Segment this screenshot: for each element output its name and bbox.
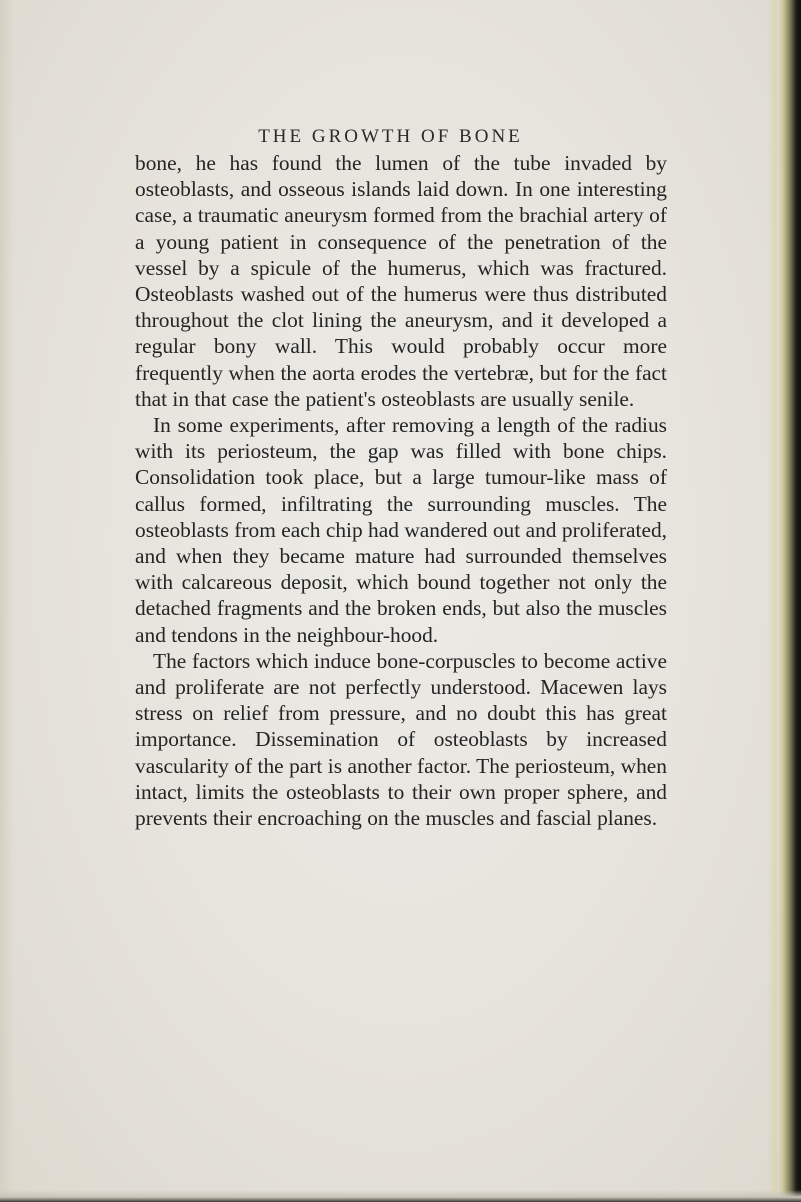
page-right-edge-tint <box>767 0 777 1202</box>
paragraph: bone, he has found the lumen of the tube invaded by osteoblasts, and osseous islands laid down. In one interesting case, a traumatic aneurysm formed from the brachial artery of a young patient in consequence of the penetration of the vessel by a spicule of the humerus, which was fractured. Osteoblasts washed out of the humerus were thus distributed throughout the clot lining the aneurysm, and it developed a regular bony wall. This would probably occur more frequently when the aorta erodes the vertebræ, but for the fact that in that case the patient's osteoblasts are usually senile. <box>135 151 667 411</box>
page-right-edge <box>777 0 801 1202</box>
body-text <box>135 150 667 831</box>
page-left-edge <box>0 0 14 1202</box>
page-bottom-edge <box>0 1190 801 1202</box>
paragraph: In some experiments, after removing a length of the radius with its periosteum, the gap was filled with bone chips. Consolidation took place, but a large tumour-like mass of callus formed, infiltrating the surrounding muscles. The osteoblasts from each chip had wandered out and proliferated, and when they became mature had surrounded themselves with calcareous deposit, which bound together not only the detached fragments and the broken ends, but also the muscles and tendons in the neighbour-hood. <box>135 413 667 647</box>
paragraph: The factors which induce bone-corpuscles to become active and proliferate are not perfectly understood. Macewen lays stress on relief from pressure, and no doubt this has great importance. Dissemination of osteoblasts by increased vascularity of the part is another factor. The periosteum, when intact, limits the osteoblasts to their own proper sphere, and prevents their encroaching on the muscles and fascial planes. <box>135 648 667 831</box>
running-head: THE GROWTH OF BONE <box>258 126 523 147</box>
